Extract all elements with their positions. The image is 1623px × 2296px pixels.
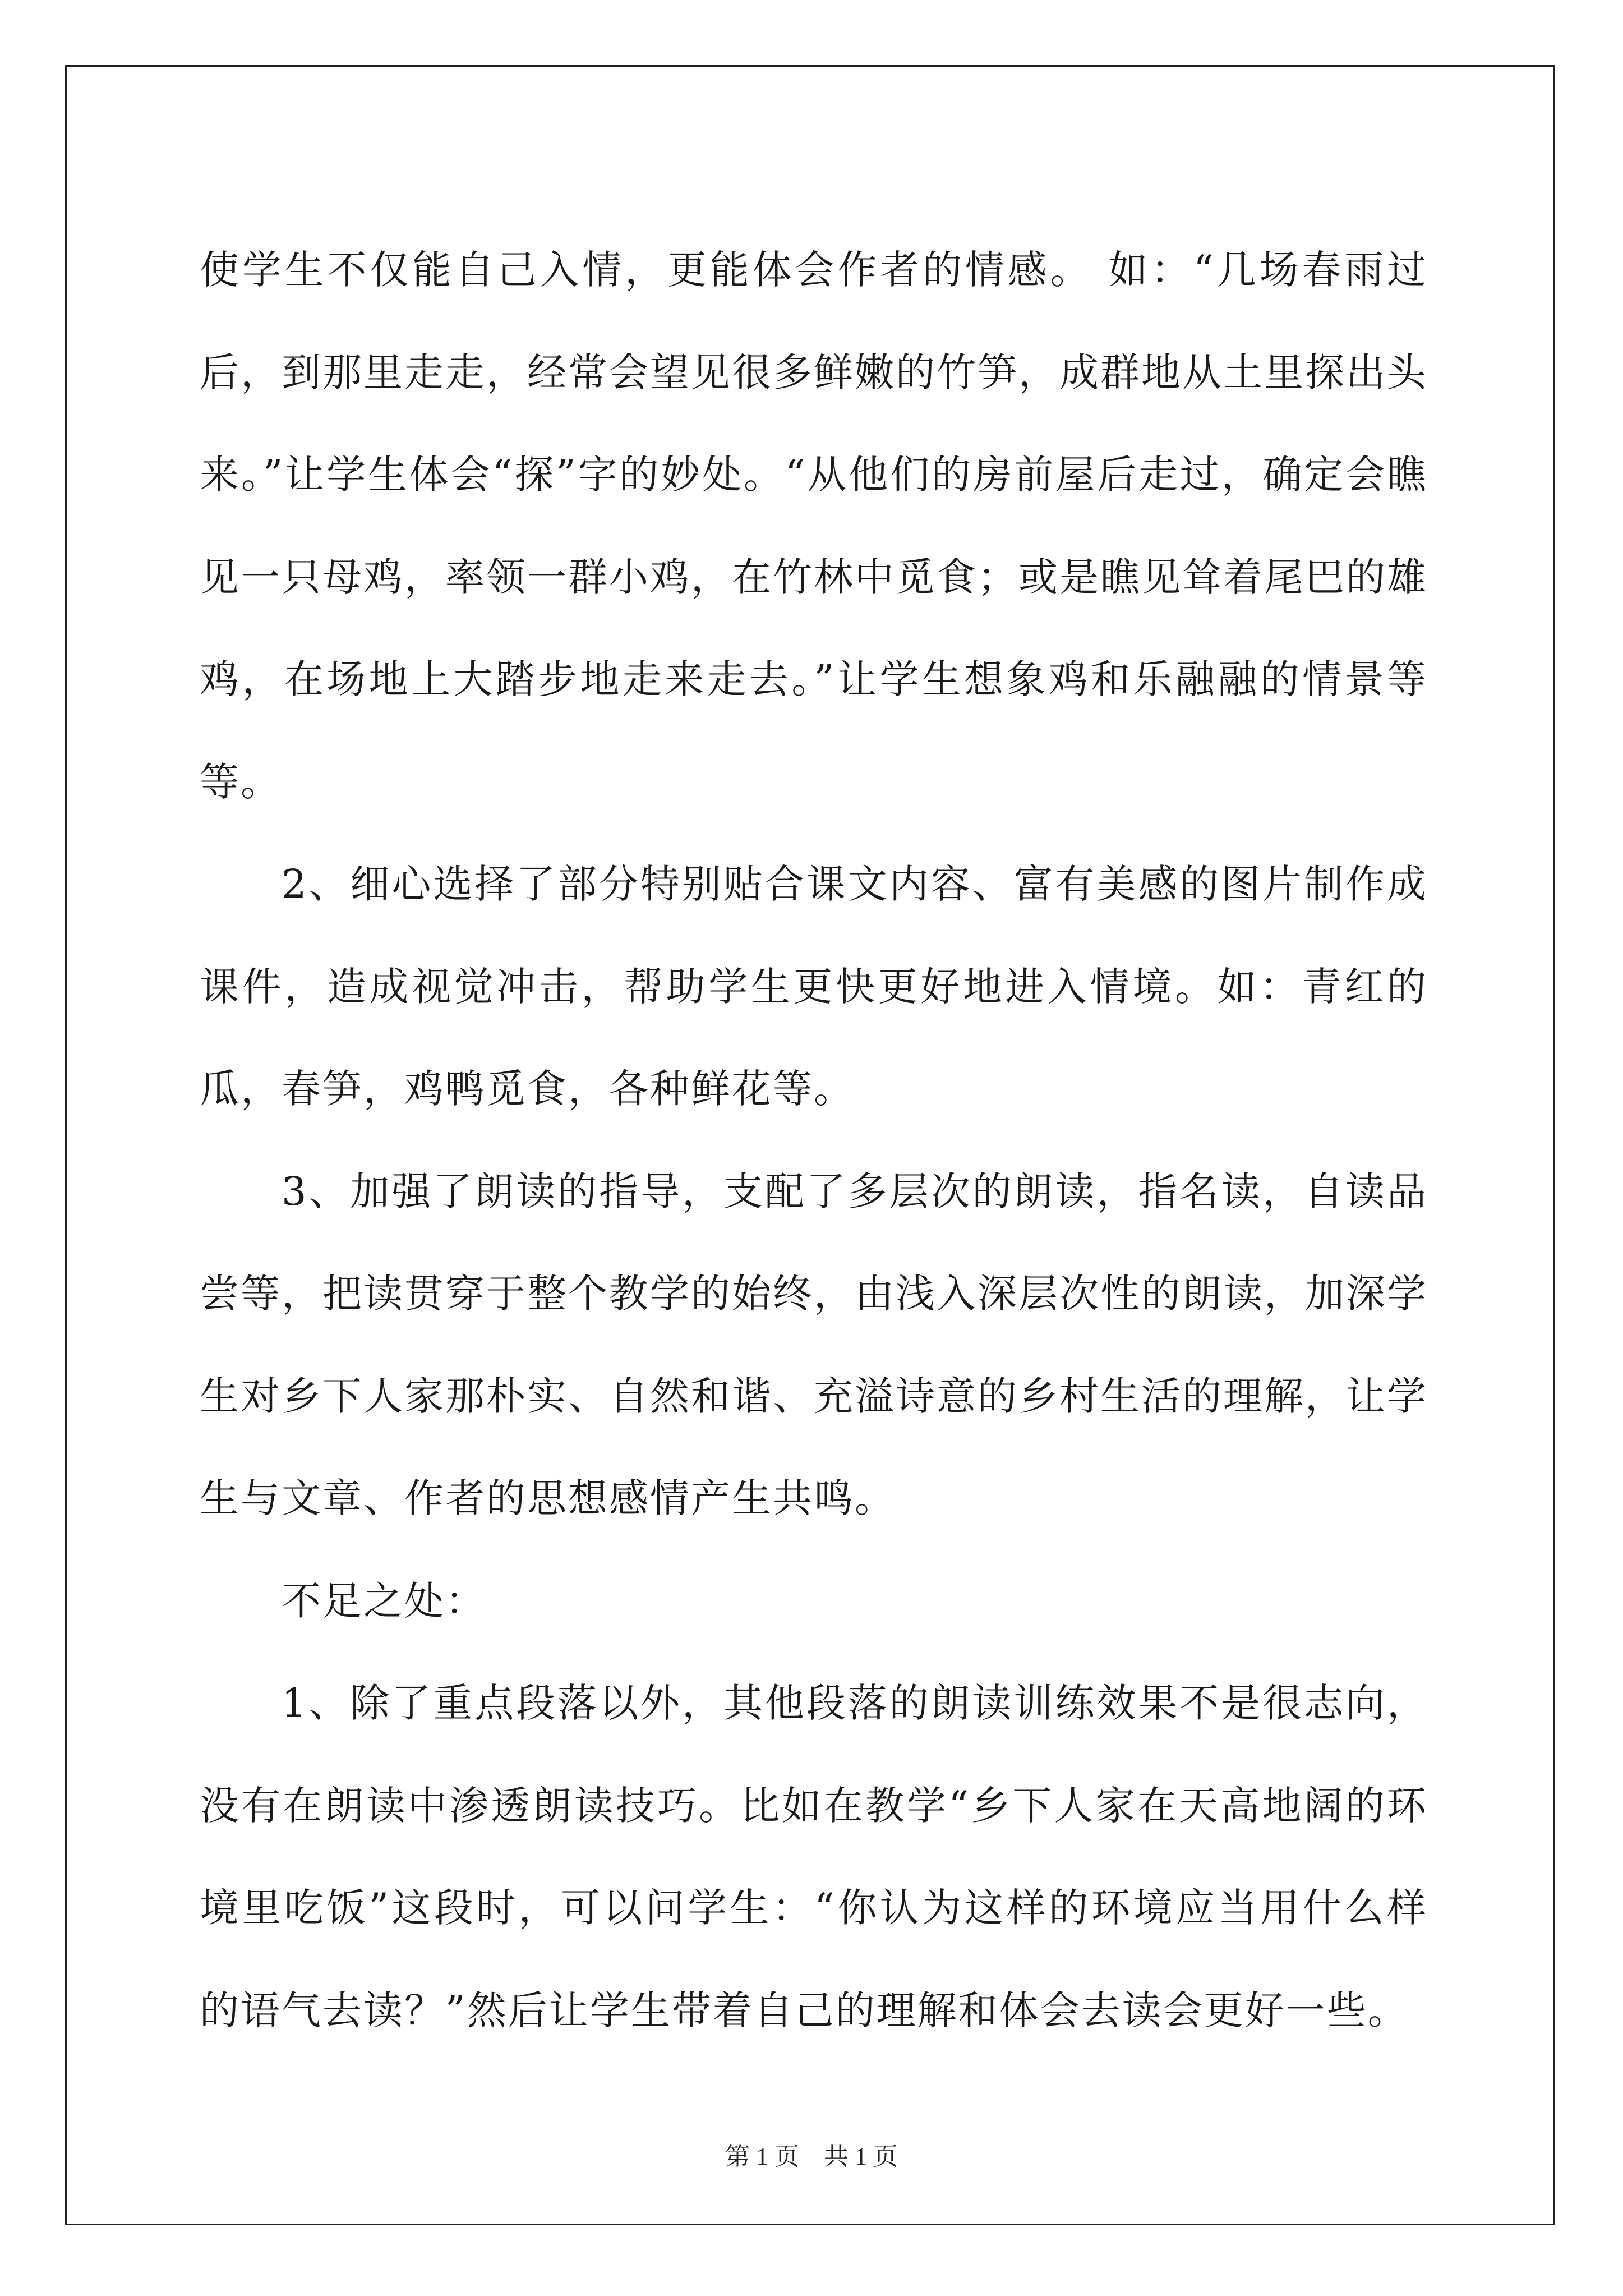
paragraph-point-2: 2、细心选择了部分特别贴合课文内容、富有美感的图片制作成课件，造成视觉冲击，帮助学生更快更好地进入情境。如：青红的瓜，春笋，鸡鸭觅食，各种鲜花等。 (200, 861, 1428, 1112)
page-number-footer: 第 1 页 共 1 页 (725, 2143, 898, 2170)
paragraph-continuation: 使学生不仅能自己入情，更能体会作者的情感。 如：“几场春雨过后，到那里走走，经常会望见很多鲜嫩的竹笋，成群地从土里探出头来。”让学生体会“探”字的妙处。“从他们的房前屋后走过，确定会瞧见一只母鸡，率领一群小鸡，在竹林中觅食；或是瞧见耸着尾巴的雄鸡，在场地上大踏步地走来走去。”让学生想象鸡和乐融融的情景等等。 (200, 247, 1428, 805)
paragraph-shortcoming-1: 1、除了重点段落以外，其他段落的朗读训练效果不是很志向，没有在朗读中渗透朗读技巧。比如在教学“乡下人家在天高地阔的环境里吃饭”这段时，可以问学生：“你认为这样的环境应当用什么样的语气去读？”然后让学生带着自己的理解和体会去读会更好一些。 (200, 1680, 1428, 2033)
document-body (200, 219, 1428, 2062)
section-heading-shortcomings: 不足之处： (282, 1577, 486, 1624)
paragraph-point-3: 3、加强了朗读的指导，支配了多层次的朗读，指名读，自读品尝等，把读贯穿于整个教学的始终，由浅入深层次性的朗读，加深学生对乡下人家那朴实、自然和谐、充溢诗意的乡村生活的理解，让学生与文章、作者的思想感情产生共鸣。 (200, 1168, 1428, 1521)
